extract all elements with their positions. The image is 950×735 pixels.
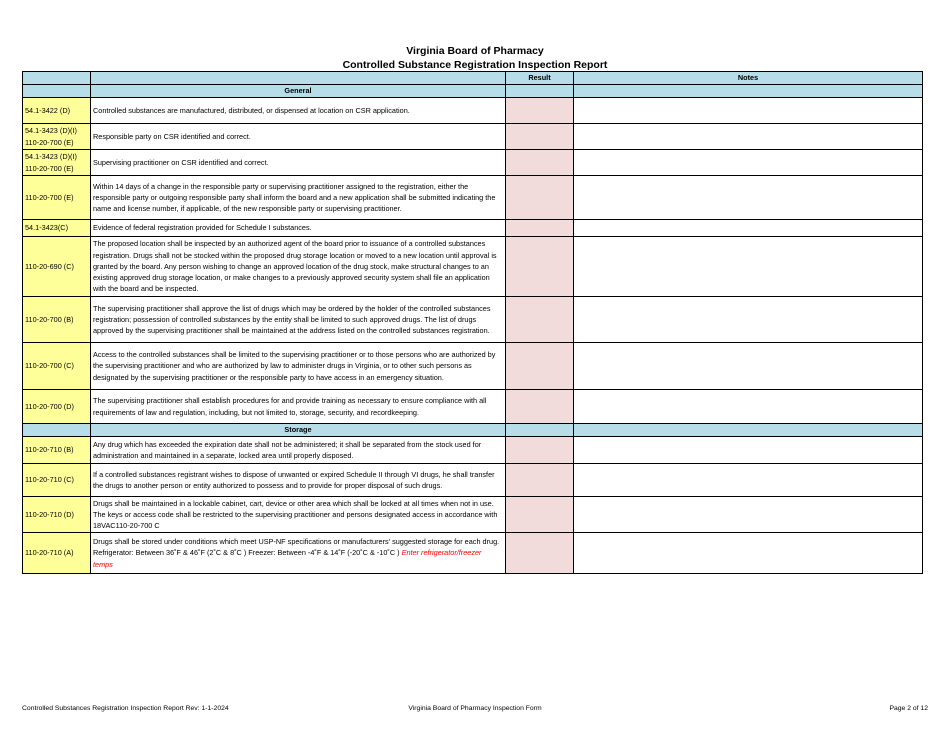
regulation-code: 110-20-700 (B) — [23, 297, 91, 343]
result-cell[interactable] — [506, 150, 574, 176]
inspection-table — [22, 71, 923, 574]
regulation-code: 110-20-700 (E) — [23, 176, 91, 220]
footer-revision: Controlled Substances Registration Inspection Report Rev: 1-1-2024 — [22, 705, 229, 712]
header-blank-code — [23, 72, 91, 85]
result-cell[interactable] — [506, 297, 574, 343]
table-row — [23, 343, 923, 390]
section-header-row — [23, 85, 923, 98]
notes-cell[interactable] — [574, 150, 923, 176]
regulation-code: 110-20-710 (C) — [23, 464, 91, 497]
result-cell[interactable] — [506, 533, 574, 574]
result-cell[interactable] — [506, 497, 574, 533]
column-header-row — [23, 72, 923, 85]
section-title: Storage — [91, 424, 506, 437]
requirement-text: Drugs shall be maintained in a lockable cabinet, cart, device or other area which shall be locked at all times when not in use. The keys or access code shall be restricted to the supervising practitioner and persons designated access in accordance with 18VAC110-20-700 C — [91, 497, 506, 533]
footer-form-name: Virginia Board of Pharmacy Inspection Form — [408, 705, 542, 712]
result-cell[interactable] — [506, 98, 574, 124]
requirement-text — [91, 533, 506, 574]
org-title: Virginia Board of Pharmacy — [406, 45, 544, 57]
regulation-code: 110-20-710 (B) — [23, 437, 91, 464]
table-row — [23, 464, 923, 497]
requirement-text: Supervising practitioner on CSR identified and correct. — [91, 150, 506, 176]
regulation-code: 54.1-3422 (D) — [23, 98, 91, 124]
result-cell[interactable] — [506, 464, 574, 497]
section-blank — [23, 424, 91, 437]
temperature-entry-note: Enter refrigerator/freezer temps — [93, 548, 482, 569]
table-row — [23, 237, 923, 297]
table-row — [23, 176, 923, 220]
result-cell[interactable] — [506, 437, 574, 464]
notes-cell[interactable] — [574, 390, 923, 424]
table-row — [23, 297, 923, 343]
section-blank — [23, 85, 91, 98]
requirement-text: The proposed location shall be inspected by an authorized agent of the board prior to issuance of a controlled substances registration. Drugs shall not be stocked within the proposed drug storage location or moved to a new location until approval is granted by the board. Any person wishing to change an approved location of the drug stock, make structural changes to an existing approved drug storage location, or make changes to a previously approved security system shall file an application with the board and be inspected. — [91, 237, 506, 297]
requirement-text: Within 14 days of a change in the responsible party or supervising practitioner assigned to the registration, either the responsible party or outgoing responsible party shall inform the board and a new application shall be submitted indicating the name and license number, if applicable, of the new responsible party or supervising practitioner. — [91, 176, 506, 220]
notes-cell[interactable] — [574, 220, 923, 237]
section-blank — [506, 85, 574, 98]
notes-cell[interactable] — [574, 437, 923, 464]
requirement-text: The supervising practitioner shall approve the list of drugs which may be ordered by the holder of the controlled substances registration; possession of controlled substances by the entity shall be limited to such approved drugs. The list of drugs approved by the supervising practitioner shall be maintained at the address listed on the controlled substances registration. — [91, 297, 506, 343]
requirement-text-body: Drugs shall be stored under conditions which meet USP-NF specifications or manufacturers' suggested storage for each drug. Refrigerator: Between 36˚F & 46˚F (2˚C & 8˚C ) Freezer: Between -4˚F & 14˚F (-20˚C & -10˚C ) — [93, 537, 500, 558]
regulation-code: 110-20-700 (C) — [23, 343, 91, 390]
regulation-code: 110-20-710 (D) — [23, 497, 91, 533]
result-cell[interactable] — [506, 237, 574, 297]
table-row — [23, 533, 923, 574]
notes-cell[interactable] — [574, 176, 923, 220]
result-column-header: Result — [506, 72, 574, 85]
notes-cell[interactable] — [574, 237, 923, 297]
table-row — [23, 437, 923, 464]
table-row — [23, 220, 923, 237]
requirement-text: Access to the controlled substances shall be limited to the supervising practitioner or to those persons who are authorized by the supervising practitioner and who are authorized by law to administer drugs in Virginia, or to other such persons as designated by the supervising practitioner or the responsible party to have access in an emergency situation. — [91, 343, 506, 390]
notes-column-header: Notes — [574, 72, 923, 85]
regulation-code: 110-20-700 (D) — [23, 390, 91, 424]
notes-cell[interactable] — [574, 124, 923, 150]
table-row — [23, 150, 923, 176]
notes-cell[interactable] — [574, 497, 923, 533]
table-row — [23, 390, 923, 424]
notes-cell[interactable] — [574, 297, 923, 343]
requirement-text: Any drug which has exceeded the expiration date shall not be administered; it shall be separated from the stock used for administration and maintained in a separate, locked area until properly disposed. — [91, 437, 506, 464]
regulation-code: 110-20-690 (C) — [23, 237, 91, 297]
notes-cell[interactable] — [574, 464, 923, 497]
notes-cell[interactable] — [574, 343, 923, 390]
regulation-code: 54.1-3423 (D)(I) 110-20-700 (E) — [23, 150, 91, 176]
regulation-code: 54.1-3423 (D)(I) 110-20-700 (E) — [23, 124, 91, 150]
requirement-text: Evidence of federal registration provided for Schedule I substances. — [91, 220, 506, 237]
result-cell[interactable] — [506, 124, 574, 150]
table-row — [23, 497, 923, 533]
result-cell[interactable] — [506, 176, 574, 220]
result-cell[interactable] — [506, 390, 574, 424]
section-blank — [506, 424, 574, 437]
section-blank — [574, 424, 923, 437]
requirement-text: Controlled substances are manufactured, distributed, or dispensed at location on CSR application. — [91, 98, 506, 124]
footer-page-number: Page 2 of 12 — [889, 705, 928, 712]
notes-cell[interactable] — [574, 533, 923, 574]
table-row — [23, 98, 923, 124]
header-blank-text — [91, 72, 506, 85]
requirement-text: Responsible party on CSR identified and correct. — [91, 124, 506, 150]
section-header-row — [23, 424, 923, 437]
section-title: General — [91, 85, 506, 98]
notes-cell[interactable] — [574, 98, 923, 124]
table-row — [23, 124, 923, 150]
regulation-code: 110-20-710 (A) — [23, 533, 91, 574]
result-cell[interactable] — [506, 220, 574, 237]
requirement-text: The supervising practitioner shall establish procedures for and provide training as necessary to ensure compliance with all requirements of law and regulation, including, but not limited to, storage, security, and recordkeeping. — [91, 390, 506, 424]
regulation-code: 54.1-3423(C) — [23, 220, 91, 237]
section-blank — [574, 85, 923, 98]
requirement-text: If a controlled substances registrant wishes to dispose of unwanted or expired Schedule II through VI drugs, he shall transfer the drugs to another person or entity authorized to possess and to provide for proper disposal of such drugs. — [91, 464, 506, 497]
report-title: Controlled Substance Registration Inspection Report — [342, 59, 608, 71]
result-cell[interactable] — [506, 343, 574, 390]
